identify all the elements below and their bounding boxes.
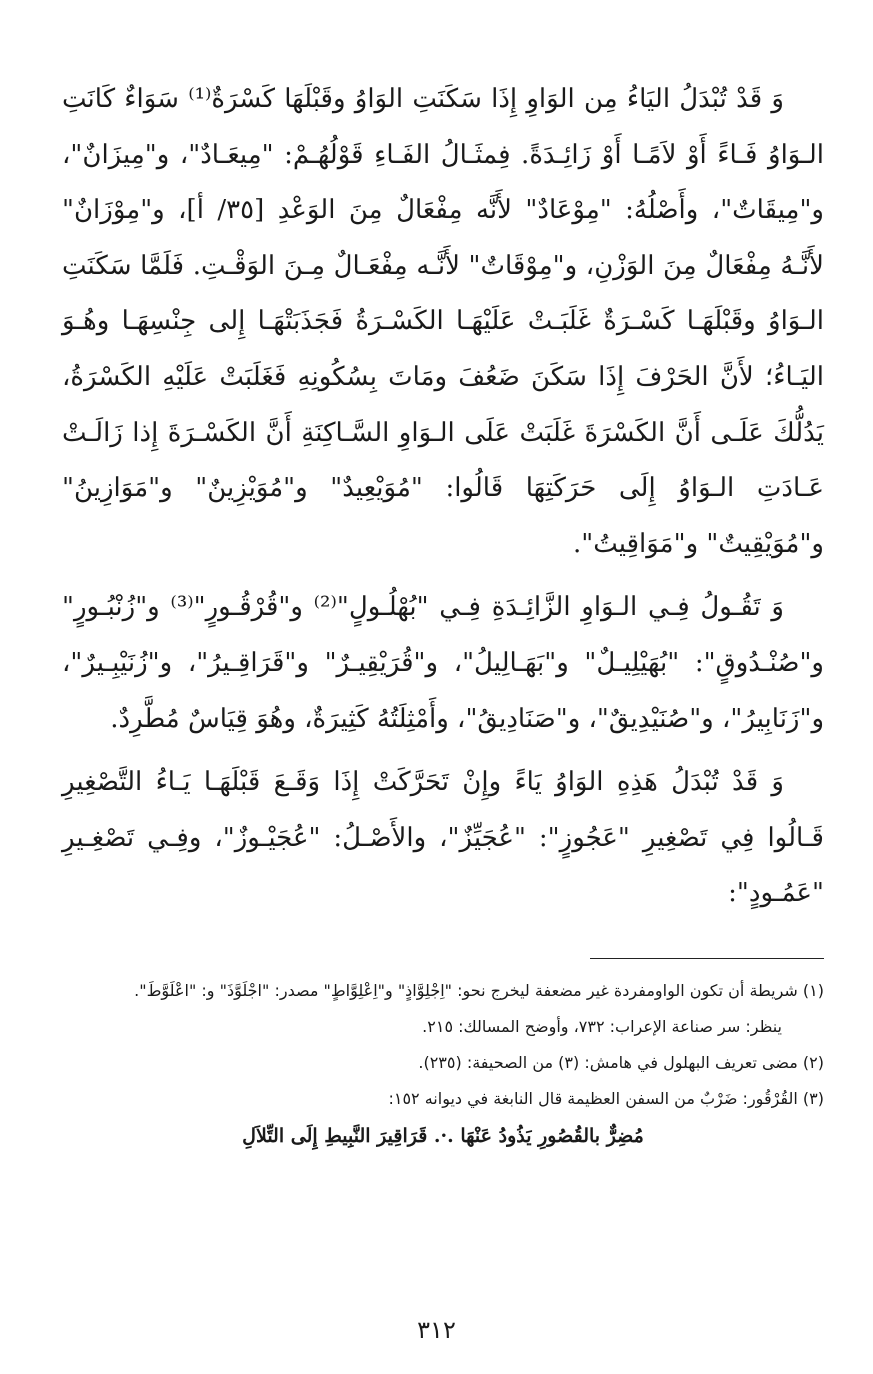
footnotes (62, 975, 824, 1153)
footnote-separator (590, 958, 824, 959)
main-text (62, 72, 824, 930)
paragraph-3: وَ قَدْ تُبْدَلُ هَذِهِ الوَاوُ يَاءً وإِنْ تَحَرَّكَتْ إِذَا وَقَـعَ قَبْلَهَـا يَـاءُ التَّصْغِيرِ قَـالُوا فِي تَصْغِيرِ "عَجُوزٍ": "عُجَيِّزٌ"، والأَصْـلُ: "عُجَيْـوزٌ"، وفِـي تَصْغِـيرِ "عَمُـودٍ": (62, 767, 824, 909)
paragraph-2: وَ تَقُـولُ فِـي الـوَاوِ الزَّائِـدَةِ فِـي "بُهْلُـولٍ"⁽²⁾ و"قُرْقُـورٍ"⁽³⁾ و"زُنْبُـورٍ" و"صُنْـدُوقٍ": "بُهَيْلِيـلٌ" و"بَهَـالِيلُ"، و"قُرَيْقِيـرٌ" و"قَرَاقِـيرُ"، و"زُنَيْبِـيرٌ"، و"زَنَابِيرُ"، و"صُنَيْدِيقٌ"، و"صَنَادِيقُ"، وأَمْثِلَتُهُ كَثِيرَةٌ، وهُوَ قِيَاسٌ مُطَّرِدٌ. (62, 592, 824, 734)
footnote-3: (٣) القُرْقُور: ضَرْبٌ من السفن العظيمة قال النابغة في ديوانه ١٥٢: (388, 1089, 824, 1108)
footnote-1-reference: ينظر: سر صناعة الإعراب: ٧٣٢، وأوضح المسالك: ٢١٥. (422, 1017, 782, 1036)
footnote-2: (٢) مضى تعريف البهلول في هامش: (٣) من الصحيفة: (٢٣٥). (418, 1053, 824, 1072)
paragraph-1: وَ قَدْ تُبْدَلُ اليَاءُ مِن الوَاوِ إِذَا سَكَنَتِ الوَاوُ وقَبْلَهَا كَسْرَةٌ⁽¹⁾ سَوَاءٌ كَانَتِ الـوَاوُ فَـاءً أَوْ لاَمًـا أَوْ زَائِـدَةً. فِمثَـالُ الفَـاءِ قَوْلُهُـمْ: "مِيعَـادٌ"، و"مِيزَانٌ"، و"مِيقَاتٌ"، وأَصْلُهُ: "مِوْعَادٌ" لأَنَّه مِفْعَالٌ مِنَ الوَعْدِ [٣٥/ أ]، و"مِوْزَانٌ" لأَنَّـهُ مِفْعَالٌ مِنَ الوَزْنِ، و"مِوْقَاتٌ" لأَنَّـه مِفْعَـالٌ مِـنَ الوَقْـتِ. فَلَمَّا سَكَنَتِ الـوَاوُ وقَبْلَهَـا كَسْـرَةٌ غَلَبَـتْ عَلَيْهَـا الكَسْـرَةُ فَجَذَبَتْهَـا إِلى جِنْسِهَـا وهُـوَ اليَـاءُ؛ لأَنَّ الحَرْفَ إِذَا سَكَنَ ضَعُفَ ومَاتَ بِسُكُونِهِ فَغَلَبَتْ عَلَيْهِ الكَسْرَةُ، يَدُلُّكَ عَلَـى أَنَّ الكَسْرَةَ غَلَبَتْ عَلَى الـوَاوِ السَّـاكِنَةِ أَنَّ الكَسْـرَةَ إِذا زَالَـتْ عَـادَتِ الـوَاوُ إِلَى حَرَكَتِهَا قَالُوا: "مُوَيْعِيدٌ" و"مُوَيْزِينٌ" و"مَوَازِينُ" و"مُوَيْقِيتٌ" و"مَوَاقِيتُ". (62, 84, 824, 559)
footnote-1: (١) شريطة أن تكون الواومفردة غير مضعفة ليخرج نحو: "اِجْلِوَّاذٍ" و"اِعْلِوَّاطٍ" مصدر: "اجْلَوَّذَ" و: "اعْلَوَّطَ". (134, 981, 824, 1000)
page-number: ٣١٢ (417, 1316, 456, 1344)
footnote-3-verse: مُضِرٌّ بالقُصُورِ يَذُودُ عَنْهَا .·. قَرَاقِيرَ النَّبِيطِ إِلَى التِّلاَلِ (242, 1125, 644, 1147)
